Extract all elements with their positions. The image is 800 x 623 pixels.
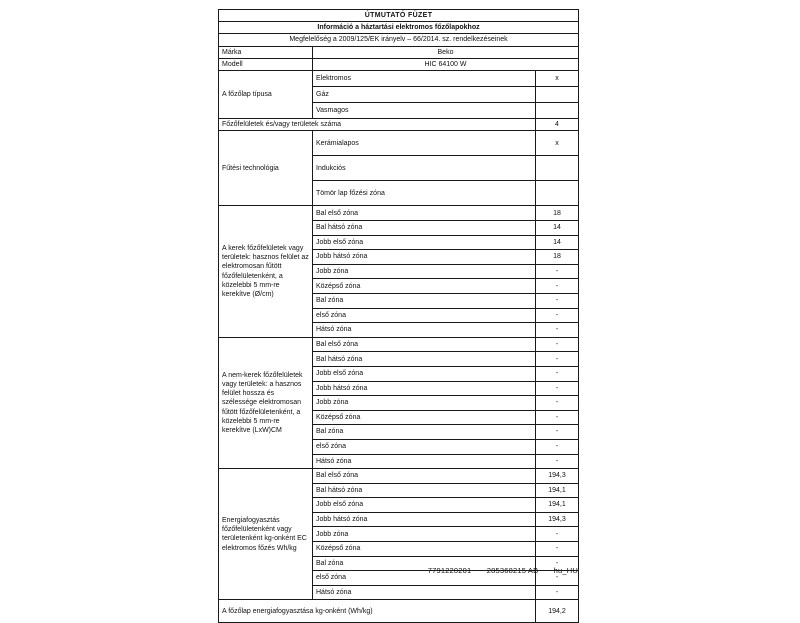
circular-zones-label: A kerek főzőfelületek vagy területek: hasznos felület az elektromosan fűtött főzőfelületenként, a közelebbi 5 mm-re kerekítve (Ø/cm) xyxy=(219,206,313,337)
energy-zone-value: 194,3 xyxy=(536,512,579,527)
heating-option-solid-plate: Tömör lap főzési zóna xyxy=(313,181,536,206)
circular-zone-value: 18 xyxy=(536,206,579,221)
heating-technology-label: Fűtési technológia xyxy=(219,131,313,206)
circular-zone-value: - xyxy=(536,279,579,294)
zone-count-value: 4 xyxy=(536,119,579,131)
circular-zone-name: első zóna xyxy=(313,308,536,323)
circular-zone-name: Bal első zóna xyxy=(313,206,536,221)
energy-zone-value: - xyxy=(536,585,579,600)
brand-value: Beko xyxy=(313,46,579,58)
non-circular-zone-name: Jobb hátsó zóna xyxy=(313,381,536,396)
heating-value-ceramic: x xyxy=(536,131,579,156)
heating-value-induction xyxy=(536,156,579,181)
energy-zone-name: Bal hátsó zóna xyxy=(313,483,536,498)
heating-option-induction: Indukciós xyxy=(313,156,536,181)
document-subtitle: Információ a háztartási elektromos főzőlapokhoz xyxy=(219,22,579,34)
energy-zone-value: 194,3 xyxy=(536,469,579,484)
hob-type-option-solid: Vasmagos xyxy=(313,103,536,119)
hob-type-option-electric: Elektromos xyxy=(313,71,536,87)
product-information-fiche-table xyxy=(218,9,579,623)
energy-zone-value: 194,1 xyxy=(536,498,579,513)
energy-zone-name: Bal első zóna xyxy=(313,469,536,484)
table-row-brand xyxy=(219,46,579,58)
non-circular-zone-value: - xyxy=(536,366,579,381)
total-energy-value: 194,2 xyxy=(536,600,579,623)
energy-zone-name: Jobb hátsó zóna xyxy=(313,512,536,527)
energy-zone-name: Jobb zóna xyxy=(313,527,536,542)
model-label: Modell xyxy=(219,58,313,70)
circular-zone-name: Középső zóna xyxy=(313,279,536,294)
table-row-circular-zone xyxy=(219,206,579,221)
non-circular-zone-value: - xyxy=(536,381,579,396)
table-row-zone-count xyxy=(219,119,579,131)
non-circular-zone-name: Hátsó zóna xyxy=(313,454,536,469)
energy-zone-name: Hátsó zóna xyxy=(313,585,536,600)
non-circular-zone-name: Középső zóna xyxy=(313,410,536,425)
model-value: HIC 64100 W xyxy=(313,58,579,70)
circular-zone-value: - xyxy=(536,264,579,279)
energy-zone-value: - xyxy=(536,542,579,557)
fiche-subtitle-row xyxy=(219,22,579,34)
non-circular-zones-label: A nem-kerek főzőfelületek vagy területek: a hasznos felület hossza és szélessége elektromosan fűtött főzőfelületenként, a közelebbi 5 mm-re kerekítve (LxW)CM xyxy=(219,337,313,468)
table-row-model xyxy=(219,58,579,70)
table-row-non-circular-zone xyxy=(219,337,579,352)
energy-zone-name: első zóna xyxy=(313,571,536,586)
non-circular-zone-value: - xyxy=(536,410,579,425)
non-circular-zone-name: Bal zóna xyxy=(313,425,536,440)
hob-type-value-gas xyxy=(536,87,579,103)
footer-part-number: 285368215 AB xyxy=(486,566,539,575)
table-row-heating-ceramic xyxy=(219,131,579,156)
non-circular-zone-value: - xyxy=(536,396,579,411)
hob-type-option-gas: Gáz xyxy=(313,87,536,103)
energy-zone-name: Bal zóna xyxy=(313,556,536,571)
circular-zone-value: 14 xyxy=(536,235,579,250)
table-row-hob-type-electric xyxy=(219,71,579,87)
non-circular-zone-name: Bal hátsó zóna xyxy=(313,352,536,367)
energy-zone-value: 194,1 xyxy=(536,483,579,498)
total-energy-label: A főzőlap energiafogyasztása kg-onként (Wh/kg) xyxy=(219,600,536,623)
table-row-energy-zone xyxy=(219,469,579,484)
non-circular-zone-name: Jobb első zóna xyxy=(313,366,536,381)
heating-value-solid-plate xyxy=(536,181,579,206)
document-title: ÚTMUTATÓ FÜZET xyxy=(219,10,579,22)
table-row-total-energy xyxy=(219,600,579,623)
energy-zone-value: - xyxy=(536,571,579,586)
non-circular-zone-value: - xyxy=(536,439,579,454)
hob-type-label: A főzőlap típusa xyxy=(219,71,313,119)
non-circular-zone-name: Jobb zóna xyxy=(313,396,536,411)
footer-language-code: hu_HU xyxy=(553,566,578,575)
non-circular-zone-value: - xyxy=(536,352,579,367)
hob-type-value-solid xyxy=(536,103,579,119)
energy-zone-name: Középső zóna xyxy=(313,542,536,557)
footer-document-code: 7791220201 xyxy=(427,566,472,575)
fiche-title-row xyxy=(219,10,579,22)
circular-zone-name: Jobb zóna xyxy=(313,264,536,279)
zone-count-label: Főzőfelületek és/vagy területek száma xyxy=(219,119,536,131)
energy-consumption-label: Energiafogyasztás főzőfelületenként vagy területenként kg-onként EC elektromos főzés Wh/kg xyxy=(219,469,313,600)
circular-zone-value: - xyxy=(536,323,579,338)
non-circular-zone-name: Bal első zóna xyxy=(313,337,536,352)
circular-zone-value: 18 xyxy=(536,250,579,265)
heating-option-ceramic: Kerámialapos xyxy=(313,131,536,156)
circular-zone-name: Hátsó zóna xyxy=(313,323,536,338)
circular-zone-value: - xyxy=(536,293,579,308)
non-circular-zone-name: első zóna xyxy=(313,439,536,454)
document-footer xyxy=(218,566,578,575)
circular-zone-value: - xyxy=(536,308,579,323)
non-circular-zone-value: - xyxy=(536,337,579,352)
non-circular-zone-value: - xyxy=(536,425,579,440)
circular-zone-name: Bal hátsó zóna xyxy=(313,221,536,236)
hob-type-value-electric: x xyxy=(536,71,579,87)
energy-zone-value: - xyxy=(536,556,579,571)
brand-label: Márka xyxy=(219,46,313,58)
energy-zone-name: Jobb első zóna xyxy=(313,498,536,513)
fiche-directive-row xyxy=(219,34,579,46)
circular-zone-value: 14 xyxy=(536,221,579,236)
circular-zone-name: Bal zóna xyxy=(313,293,536,308)
energy-zone-value: - xyxy=(536,527,579,542)
circular-zone-name: Jobb első zóna xyxy=(313,235,536,250)
directive-compliance-text: Megfelelőség a 2009/125/EK irányelv – 66/2014. sz. rendelkezéseinek xyxy=(219,34,579,46)
non-circular-zone-value: - xyxy=(536,454,579,469)
circular-zone-name: Jobb hátsó zóna xyxy=(313,250,536,265)
